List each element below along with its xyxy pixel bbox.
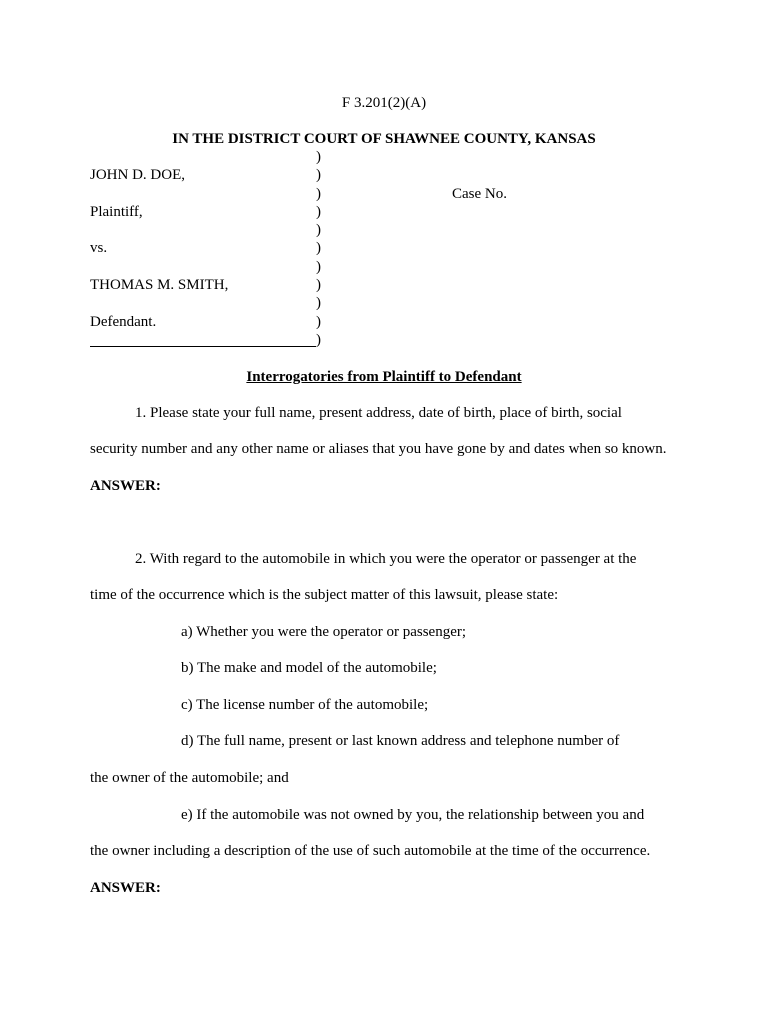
- answer-label: ANSWER:: [90, 477, 161, 494]
- subitem-line: e) If the automobile was not owned by you, the relationship between you and: [181, 806, 645, 823]
- form-number: F 3.201(2)(A): [341, 95, 427, 111]
- interrogatory-line: time of the occurrence which is the subject matter of this lawsuit, please state:: [90, 587, 559, 604]
- interrogatories: [0, 395, 768, 906]
- interrogatory-line: security number and any other name or aliases that you have gone by and dates when so known.: [90, 441, 667, 458]
- caption-row: [0, 313, 768, 331]
- caption-bracket: ): [316, 222, 321, 239]
- caption-row: [0, 203, 768, 221]
- interrogatory-line: 2. With regard to the automobile in which you were the operator or passenger at the: [135, 550, 637, 567]
- defendant-name: THOMAS M. SMITH,: [90, 277, 229, 294]
- subitem-d: [0, 723, 768, 796]
- subitem-e: [0, 797, 768, 870]
- versus-text: vs.: [90, 240, 108, 257]
- defendant-label: Defendant.: [90, 313, 157, 330]
- interrogatory-2: [0, 541, 768, 906]
- subitem-line: d) The full name, present or last known address and telephone number of: [181, 733, 620, 750]
- subitem-line: the owner of the automobile; and: [90, 770, 289, 786]
- plaintiff-label: Plaintiff,: [90, 203, 143, 220]
- subitem-a: a) Whether you were the operator or passenger;: [181, 623, 467, 640]
- caption-row: [0, 148, 768, 166]
- plaintiff-name: JOHN D. DOE,: [90, 167, 185, 184]
- subitem-c: c) The license number of the automobile;: [181, 696, 429, 713]
- caption-bracket: ): [316, 203, 321, 220]
- document-title-text: Interrogatories from Plaintiff to Defendant: [246, 369, 522, 385]
- caption-row: [0, 239, 768, 257]
- caption-row: [0, 276, 768, 294]
- caption-bracket: ): [316, 149, 321, 165]
- caption-bracket: ): [316, 313, 321, 330]
- caption-bracket: ): [316, 295, 321, 312]
- answer-label: ANSWER:: [90, 879, 161, 896]
- caption-row: [0, 331, 768, 349]
- caption-bracket: ): [316, 331, 321, 348]
- case-number-label: Case No.: [452, 185, 507, 202]
- answer-space: [0, 504, 768, 541]
- case-caption: [0, 148, 768, 349]
- caption-row: [0, 221, 768, 239]
- document-title: [0, 368, 768, 386]
- caption-row: [0, 185, 768, 203]
- caption-bracket: ): [316, 258, 321, 275]
- caption-row: [0, 258, 768, 276]
- subitem-b: b) The make and model of the automobile;: [181, 660, 437, 677]
- subitem-line: the owner including a description of the use of such automobile at the time of the occurrence.: [90, 843, 651, 860]
- court-heading: IN THE DISTRICT COURT OF SHAWNEE COUNTY, KANSAS: [172, 131, 596, 147]
- caption-row: [0, 166, 768, 184]
- caption-bracket: ): [316, 167, 321, 184]
- caption-underline: [90, 331, 316, 348]
- caption-bracket: ): [316, 277, 321, 294]
- caption-row: [0, 294, 768, 312]
- interrogatory-line: 1. Please state your full name, present address, date of birth, place of birth, social: [135, 404, 622, 421]
- caption-bracket: ): [316, 185, 321, 202]
- caption-bracket: ): [316, 240, 321, 257]
- interrogatory-1: [0, 395, 768, 541]
